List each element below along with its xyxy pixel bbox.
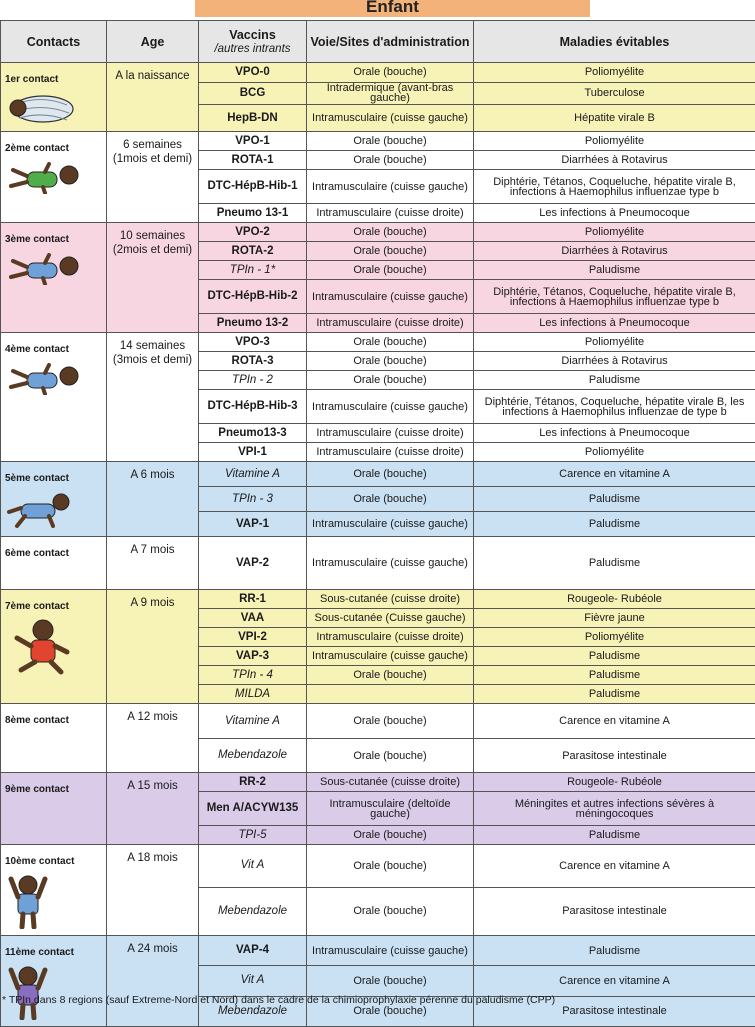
baby-illustration-icon [5, 160, 102, 197]
vaccine-cell: Mebendazole [199, 996, 307, 1026]
disease-cell: Parasitose intestinale [474, 887, 755, 935]
route-cell: Orale (bouche) [307, 63, 474, 83]
header-contacts: Contacts [1, 21, 107, 63]
disease-cell: Méningites et autres infections sévères à méningocoques [474, 792, 755, 826]
vaccine-cell: VAP-2 [199, 537, 307, 590]
route-cell: Orale (bouche) [307, 333, 474, 352]
table-header-row [1, 21, 755, 63]
route-cell: Orale (bouche) [307, 996, 474, 1026]
table-row [1, 773, 755, 792]
table-row [1, 63, 755, 83]
baby-illustration-icon [5, 251, 102, 288]
route-cell: Intramusculaire (deltoïde gauche) [307, 792, 474, 826]
route-cell: Intradermique (avant-bras gauche) [307, 82, 474, 105]
vaccine-cell: Vitamine A [199, 704, 307, 739]
disease-cell: Poliomyélite [474, 223, 755, 242]
vaccine-cell: RR-2 [199, 773, 307, 792]
contact-cell [1, 462, 107, 537]
disease-cell: Rougeole- Rubéole [474, 590, 755, 609]
table-row [1, 936, 755, 966]
disease-cell: Carence en vitamine A [474, 704, 755, 739]
route-cell: Orale (bouche) [307, 352, 474, 371]
table-row [1, 132, 755, 151]
header-vaccins-label: Vaccins [229, 28, 276, 42]
disease-cell: Poliomyélite [474, 628, 755, 647]
route-cell: Orale (bouche) [307, 242, 474, 261]
contact-label: 5ème contact [5, 473, 102, 484]
vaccine-cell: VPO-1 [199, 132, 307, 151]
table-row [1, 590, 755, 609]
contact-label: 7ème contact [5, 601, 102, 612]
disease-cell: Les infections à Pneumocoque [474, 424, 755, 443]
contact-cell [1, 773, 107, 845]
vaccine-cell: TPIn - 4 [199, 666, 307, 685]
vaccine-cell: Pneumo13-3 [199, 424, 307, 443]
age-cell: 10 semaines (2mois et demi) [107, 223, 199, 333]
disease-cell: Diarrhées à Rotavirus [474, 151, 755, 170]
route-cell: Orale (bouche) [307, 462, 474, 487]
vaccine-cell: TPI-5 [199, 826, 307, 845]
route-cell: Intramusculaire (cuisse gauche) [307, 105, 474, 132]
disease-cell: Paludisme [474, 936, 755, 966]
vaccine-cell: BCG [199, 82, 307, 105]
vaccine-cell: ROTA-2 [199, 242, 307, 261]
disease-cell: Paludisme [474, 512, 755, 537]
vaccine-cell: RR-1 [199, 590, 307, 609]
route-cell: Intramusculaire (cuisse droite) [307, 314, 474, 333]
route-cell: Sous-cutanée (cuisse droite) [307, 590, 474, 609]
contact-cell [1, 704, 107, 773]
route-cell: Intramusculaire (cuisse droite) [307, 424, 474, 443]
disease-cell: Paludisme [474, 647, 755, 666]
vaccine-cell: VAA [199, 609, 307, 628]
route-cell: Intramusculaire (cuisse droite) [307, 204, 474, 223]
disease-cell: Diphtérie, Tétanos, Coqueluche, hépatite virale B, infections à Haemophilus influenzae type b [474, 280, 755, 314]
disease-cell: Diphtérie, Tétanos, Coqueluche, hépatite virale B, les infections à Haemophilus influenzae de type b [474, 390, 755, 424]
disease-cell: Carence en vitamine A [474, 462, 755, 487]
contact-cell [1, 132, 107, 223]
vaccine-cell: DTC-HépB-Hib-3 [199, 390, 307, 424]
vaccine-cell: ROTA-3 [199, 352, 307, 371]
vaccine-cell: Vitamine A [199, 462, 307, 487]
vaccine-cell: VPO-3 [199, 333, 307, 352]
vaccine-cell: DTC-HépB-Hib-2 [199, 280, 307, 314]
age-cell: A 9 mois [107, 590, 199, 704]
contact-cell [1, 223, 107, 333]
vaccine-cell: VPI-1 [199, 443, 307, 462]
disease-cell: Les infections à Pneumocoque [474, 204, 755, 223]
route-cell: Intramusculaire (cuisse droite) [307, 443, 474, 462]
disease-cell: Paludisme [474, 261, 755, 280]
contact-label: 1er contact [5, 74, 102, 85]
route-cell: Sous-cutanée (cuisse droite) [307, 773, 474, 792]
route-cell: Orale (bouche) [307, 371, 474, 390]
disease-cell: Les infections à Pneumocoque [474, 314, 755, 333]
route-cell: Orale (bouche) [307, 704, 474, 739]
vaccine-cell: VAP-4 [199, 936, 307, 966]
baby-illustration-icon [5, 91, 102, 128]
table-row [1, 537, 755, 590]
contact-cell [1, 333, 107, 462]
vaccine-cell: Pneumo 13-1 [199, 204, 307, 223]
route-cell: Intramusculaire (cuisse gauche) [307, 936, 474, 966]
vaccine-cell: VPI-2 [199, 628, 307, 647]
disease-cell: Tuberculose [474, 82, 755, 105]
baby-illustration-icon [5, 490, 102, 533]
contact-cell [1, 936, 107, 1027]
route-cell: Intramusculaire (cuisse droite) [307, 628, 474, 647]
page-title: Enfant [195, 0, 590, 17]
age-cell: 14 semaines (3mois et demi) [107, 333, 199, 462]
route-cell: Intramusculaire (cuisse gauche) [307, 170, 474, 204]
age-cell: A 12 mois [107, 704, 199, 773]
vaccine-cell: MILDA [199, 685, 307, 704]
vaccine-cell: VPO-0 [199, 63, 307, 83]
disease-cell: Paludisme [474, 666, 755, 685]
route-cell: Orale (bouche) [307, 845, 474, 888]
table-row [1, 845, 755, 888]
disease-cell: Paludisme [474, 826, 755, 845]
header-maladies: Maladies évitables [474, 21, 755, 63]
vaccine-cell: Pneumo 13-2 [199, 314, 307, 333]
vaccine-cell: Mebendazole [199, 887, 307, 935]
disease-cell: Hépatite virale B [474, 105, 755, 132]
route-cell: Orale (bouche) [307, 132, 474, 151]
disease-cell: Rougeole- Rubéole [474, 773, 755, 792]
route-cell: Intramusculaire (cuisse gauche) [307, 512, 474, 537]
vaccine-cell: Men A/ACYW135 [199, 792, 307, 826]
contact-label: 2ème contact [5, 143, 102, 154]
vaccine-cell: ROTA-1 [199, 151, 307, 170]
vaccine-cell: TPIn - 2 [199, 371, 307, 390]
header-vaccins-sub: /autres intrants [201, 42, 304, 56]
disease-cell: Poliomyélite [474, 443, 755, 462]
route-cell [307, 685, 474, 704]
route-cell: Intramusculaire (cuisse gauche) [307, 647, 474, 666]
route-cell: Orale (bouche) [307, 887, 474, 935]
baby-illustration-icon [5, 618, 102, 681]
route-cell: Orale (bouche) [307, 487, 474, 512]
route-cell: Intramusculaire (cuisse gauche) [307, 537, 474, 590]
age-cell: A 15 mois [107, 773, 199, 845]
contact-label: 9ème contact [5, 784, 102, 795]
vaccine-cell: Vit A [199, 845, 307, 888]
disease-cell: Carence en vitamine A [474, 845, 755, 888]
route-cell: Orale (bouche) [307, 966, 474, 996]
disease-cell: Parasitose intestinale [474, 739, 755, 773]
vaccine-cell: TPIn - 1* [199, 261, 307, 280]
disease-cell: Poliomyélite [474, 132, 755, 151]
vaccine-cell: VPO-2 [199, 223, 307, 242]
disease-cell: Diarrhées à Rotavirus [474, 242, 755, 261]
age-cell: A 24 mois [107, 936, 199, 1027]
disease-cell: Diphtérie, Tétanos, Coqueluche, hépatite virale B, infections à Haemophilus influenzae type b [474, 170, 755, 204]
table-row [1, 462, 755, 487]
disease-cell: Paludisme [474, 537, 755, 590]
contact-cell [1, 63, 107, 132]
disease-cell: Poliomyélite [474, 333, 755, 352]
route-cell: Orale (bouche) [307, 739, 474, 773]
header-voie: Voie/Sites d'administration [307, 21, 474, 63]
vaccine-cell: HepB-DN [199, 105, 307, 132]
vaccination-schedule-table [0, 20, 755, 1027]
contact-label: 8ème contact [5, 715, 102, 726]
baby-illustration-icon [5, 361, 102, 398]
table-row [1, 223, 755, 242]
disease-cell: Paludisme [474, 487, 755, 512]
table-row [1, 704, 755, 739]
disease-cell: Paludisme [474, 371, 755, 390]
route-cell: Orale (bouche) [307, 666, 474, 685]
vaccine-cell: DTC-HépB-Hib-1 [199, 170, 307, 204]
contact-cell [1, 537, 107, 590]
vaccine-cell: VAP-3 [199, 647, 307, 666]
contact-cell [1, 845, 107, 936]
contact-cell [1, 590, 107, 704]
age-cell: A 6 mois [107, 462, 199, 537]
vaccine-cell: Mebendazole [199, 739, 307, 773]
route-cell: Orale (bouche) [307, 151, 474, 170]
baby-illustration-icon [5, 873, 102, 932]
contact-label: 3ème contact [5, 234, 102, 245]
route-cell: Intramusculaire (cuisse gauche) [307, 280, 474, 314]
disease-cell: Diarrhées à Rotavirus [474, 352, 755, 371]
header-age: Age [107, 21, 199, 63]
disease-cell: Fièvre jaune [474, 609, 755, 628]
contact-label: 6ème contact [5, 548, 102, 559]
route-cell: Orale (bouche) [307, 826, 474, 845]
vaccine-cell: Vit A [199, 966, 307, 996]
contact-label: 4ème contact [5, 344, 102, 355]
route-cell: Intramusculaire (cuisse gauche) [307, 390, 474, 424]
vaccine-cell: TPIn - 3 [199, 487, 307, 512]
age-cell: A la naissance [107, 63, 199, 132]
age-cell: A 18 mois [107, 845, 199, 936]
vaccine-cell: VAP-1 [199, 512, 307, 537]
disease-cell: Parasitose intestinale [474, 996, 755, 1026]
age-cell: A 7 mois [107, 537, 199, 590]
route-cell: Sous-cutanée (Cuisse gauche) [307, 609, 474, 628]
disease-cell: Paludisme [474, 685, 755, 704]
header-vaccins [199, 21, 307, 63]
disease-cell: Poliomyélite [474, 63, 755, 83]
age-cell: 6 semaines (1mois et demi) [107, 132, 199, 223]
route-cell: Orale (bouche) [307, 261, 474, 280]
footnote: * TPIn dans 8 regions (sauf Extreme-Nord et Nord) dans le cadre de la chimioprophylaxie pérenne du paludisme (CPP) [2, 994, 555, 1006]
route-cell: Orale (bouche) [307, 223, 474, 242]
contact-label: 11ème contact [5, 947, 102, 958]
table-row [1, 333, 755, 352]
disease-cell: Carence en vitamine A [474, 966, 755, 996]
contact-label: 10ème contact [5, 856, 102, 867]
